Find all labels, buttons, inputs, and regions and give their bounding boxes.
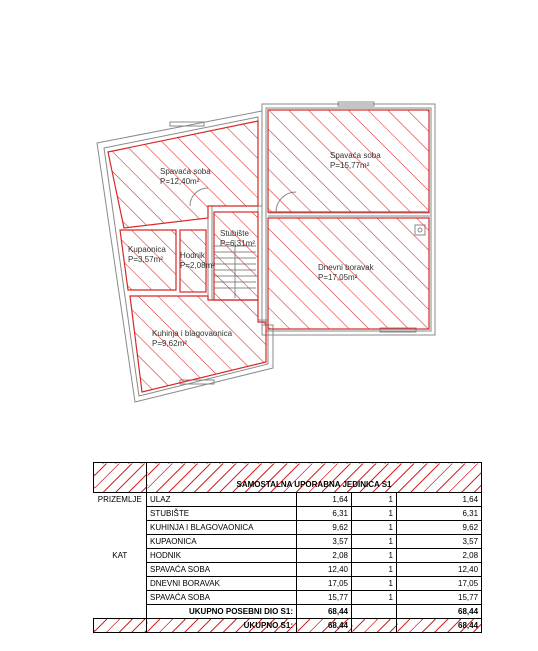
row-total: 6,31 [397,507,482,521]
label-spavaca-2-name: Spavaća soba [330,151,381,160]
row-coef: 1 [352,493,397,507]
table-row [94,507,482,521]
row-coef: 1 [352,507,397,521]
subtotal-label: UKUPNO POSEBNI DIO S1: [147,605,297,619]
table-row [94,521,482,535]
row-area: 3,57 [297,535,352,549]
subtotal-coef [352,605,397,619]
total-area: 68,44 [297,619,352,633]
label-stubiste-area: P=6,31m² [220,239,255,248]
row-total: 2,08 [397,549,482,563]
subtotal-area: 68,44 [297,605,352,619]
label-spavaca-2-area: P=15,77m² [330,161,370,170]
label-hodnik-name: Hodnik [180,251,205,260]
row-coef: 1 [352,535,397,549]
table-title: SAMOSTALNA UPORABNA JEDINICA S1 [147,463,482,493]
row-coef: 1 [352,591,397,605]
row-total: 9,62 [397,521,482,535]
level-upper: KAT [112,550,128,560]
row-name: ULAZ [147,493,297,507]
table-row [94,535,482,549]
subtotal-total: 68,44 [397,605,482,619]
subtotal-spacer [94,605,147,619]
row-area: 12,40 [297,563,352,577]
room-kuhinja [130,296,266,392]
row-coef: 1 [352,521,397,535]
label-stubiste-name: Stubište [220,229,249,238]
row-name: KUHINJA I BLAGOVAONICA [147,521,297,535]
row-total: 1,64 [397,493,482,507]
label-kupaonica-name: Kupaonica [128,245,166,254]
row-total: 3,57 [397,535,482,549]
label-hodnik-area: P=2,08m² [180,261,215,270]
row-area: 17,05 [297,577,352,591]
row-name: STUBIŠTE [147,507,297,521]
row-area: 9,62 [297,521,352,535]
total-row [94,619,482,633]
total-hatch-left [94,619,147,633]
total-coef [352,619,397,633]
row-name: DNEVNI BORAVAK [147,577,297,591]
row-area: 6,31 [297,507,352,521]
row-area: 2,08 [297,549,352,563]
row-coef: 1 [352,577,397,591]
table-header-row [94,463,482,493]
subtotal-row [94,605,482,619]
header-hatch [94,463,147,493]
table-row [94,577,482,591]
label-kupaonica-area: P=3,57m² [128,255,163,264]
row-coef: 1 [352,563,397,577]
area-table [93,462,482,633]
row-coef: 1 [352,549,397,563]
row-name: KUPAONICA [147,535,297,549]
label-spavaca-1-area: P=12,40m² [160,177,200,186]
level-ground: PRIZEMLJE [97,494,142,504]
row-name: SPAVAĆA SOBA [147,591,297,605]
total-total: 68,44 [397,619,482,633]
table-row [94,591,482,605]
table-row [94,549,482,563]
row-name: HODNIK [147,549,297,563]
label-kuhinja-name: Kuhinja i blagovaonica [152,329,233,338]
row-total: 12,40 [397,563,482,577]
label-dnevni-name: Dnevni boravak [318,263,374,272]
row-area: 15,77 [297,591,352,605]
label-kuhinja-area: P=9,62m² [152,339,187,348]
room-stubiste [214,212,258,300]
label-dnevni-area: P=17,05m² [318,273,358,282]
row-total: 15,77 [397,591,482,605]
row-name: SPAVAĆA SOBA [147,563,297,577]
total-label: UKUPNO S1: [147,619,297,633]
table-row [94,493,482,507]
table-row [94,563,482,577]
row-total: 17,05 [397,577,482,591]
label-spavaca-1-name: Spavaća soba [160,167,211,176]
row-area: 1,64 [297,493,352,507]
